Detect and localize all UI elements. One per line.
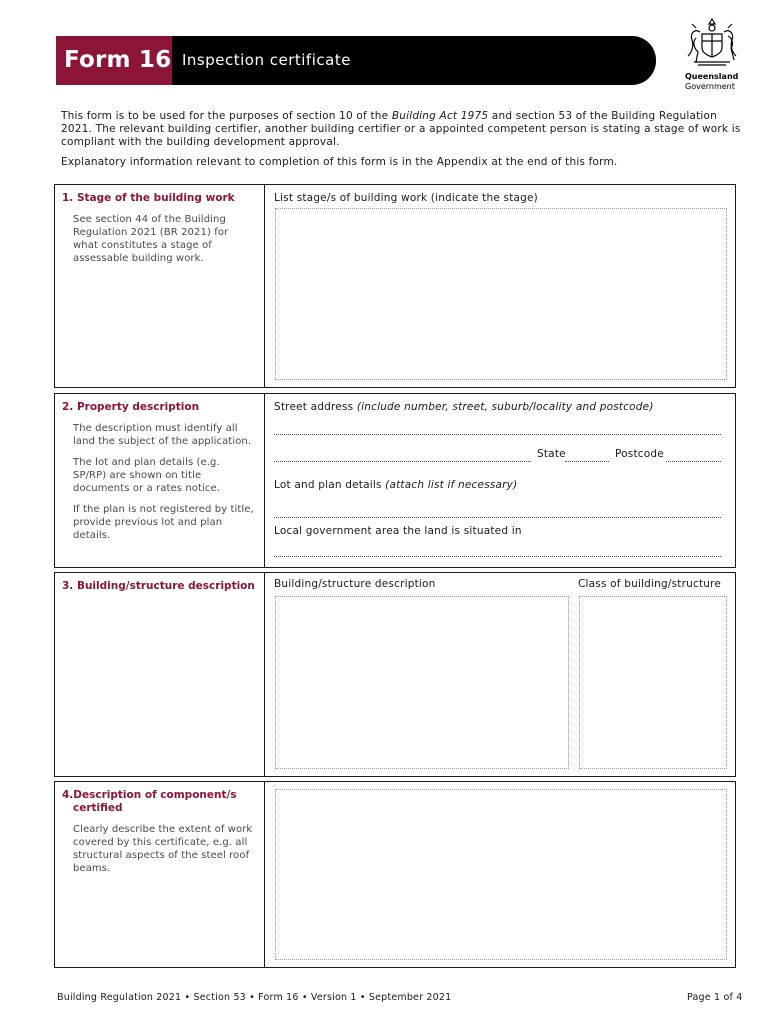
street-address-line-1[interactable] bbox=[274, 434, 721, 435]
act-name: Building Act 1975 bbox=[391, 110, 489, 122]
header-banner bbox=[56, 36, 656, 85]
section-1-title: 1. Stage of the building work bbox=[62, 192, 235, 204]
section-building-structure-description bbox=[54, 572, 736, 777]
page-number: Page 1 of 4 bbox=[687, 992, 743, 1003]
lga-label: Local government area the land is situated in bbox=[274, 525, 522, 537]
logo-text bbox=[685, 72, 738, 92]
stage-input[interactable] bbox=[275, 208, 727, 380]
section-description-of-components bbox=[54, 781, 736, 968]
section-1-content bbox=[265, 185, 735, 387]
footer-reference: Building Regulation 2021 • Section 53 • Form 16 • Version 1 • September 2021 bbox=[57, 992, 452, 1003]
section-2-note-1: The description must identify all land the subject of the application. bbox=[73, 423, 252, 447]
structure-description-label: Building/structure description bbox=[274, 578, 436, 590]
section-4-title: 4.Description of component/s certified bbox=[62, 789, 237, 814]
lot-plan-label: Lot and plan details (attach list if necessary) bbox=[274, 479, 518, 491]
lga-input[interactable] bbox=[274, 556, 721, 557]
section-2-sidebar bbox=[55, 394, 265, 567]
section-3-content bbox=[265, 573, 735, 776]
intro-paragraph-1: This form is to be used for the purposes of section 10 of the Building Act 1975 and section 53 of the Building Regulation 2021. The relevant building certifier, another building certifier or a appointed competent person is stating a stage of work is compliant with the building development approval. bbox=[61, 110, 741, 148]
section-1-sidebar bbox=[55, 185, 265, 387]
structure-description-input[interactable] bbox=[275, 596, 569, 769]
section-2-note-3: If the plan is not registered by title, provide previous lot and plan details. bbox=[73, 504, 254, 541]
intro-text bbox=[61, 110, 741, 176]
state-input[interactable] bbox=[565, 461, 609, 462]
components-certified-input[interactable] bbox=[275, 789, 727, 960]
section-3-sidebar bbox=[55, 573, 265, 776]
section-property-description bbox=[54, 393, 736, 568]
queensland-government-logo bbox=[680, 16, 742, 96]
street-address-label: Street address (include number, street, suburb/locality and postcode) bbox=[274, 401, 654, 413]
section-4-content bbox=[265, 782, 735, 967]
intro-paragraph-2: Explanatory information relevant to completion of this form is in the Appendix at the end of this form. bbox=[61, 156, 618, 168]
section-2-note-2: The lot and plan details (e.g. SP/RP) are shown on title documents or a rates notice. bbox=[73, 457, 221, 494]
section-2-content bbox=[265, 394, 735, 567]
postcode-label: Postcode bbox=[615, 448, 664, 460]
section-4-sidebar bbox=[55, 782, 265, 967]
section-stage-of-building-work bbox=[54, 184, 736, 388]
logo-line-government: Government bbox=[685, 82, 735, 91]
postcode-input[interactable] bbox=[666, 461, 721, 462]
form-title: Inspection certificate bbox=[182, 51, 351, 69]
building-class-input[interactable] bbox=[579, 596, 727, 769]
stage-field-label: List stage/s of building work (indicate the stage) bbox=[274, 192, 538, 204]
section-1-note: See section 44 of the Building Regulation 2021 (BR 2021) for what constitutes a stage of assessable building work. bbox=[73, 214, 229, 264]
section-3-title: 3. Building/structure description bbox=[62, 580, 255, 592]
form-number: Form 16 bbox=[56, 36, 172, 85]
section-2-title: 2. Property description bbox=[62, 401, 200, 413]
logo-line-queensland: Queensland bbox=[685, 72, 739, 81]
coat-of-arms-icon bbox=[684, 16, 740, 70]
building-class-label: Class of building/structure bbox=[578, 578, 722, 590]
street-address-line-2[interactable] bbox=[274, 461, 531, 462]
state-label: State bbox=[537, 448, 566, 460]
lot-plan-input[interactable] bbox=[274, 517, 721, 518]
section-4-note: Clearly describe the extent of work covered by this certificate, e.g. all structural aspects of the steel roof beams. bbox=[73, 824, 253, 874]
